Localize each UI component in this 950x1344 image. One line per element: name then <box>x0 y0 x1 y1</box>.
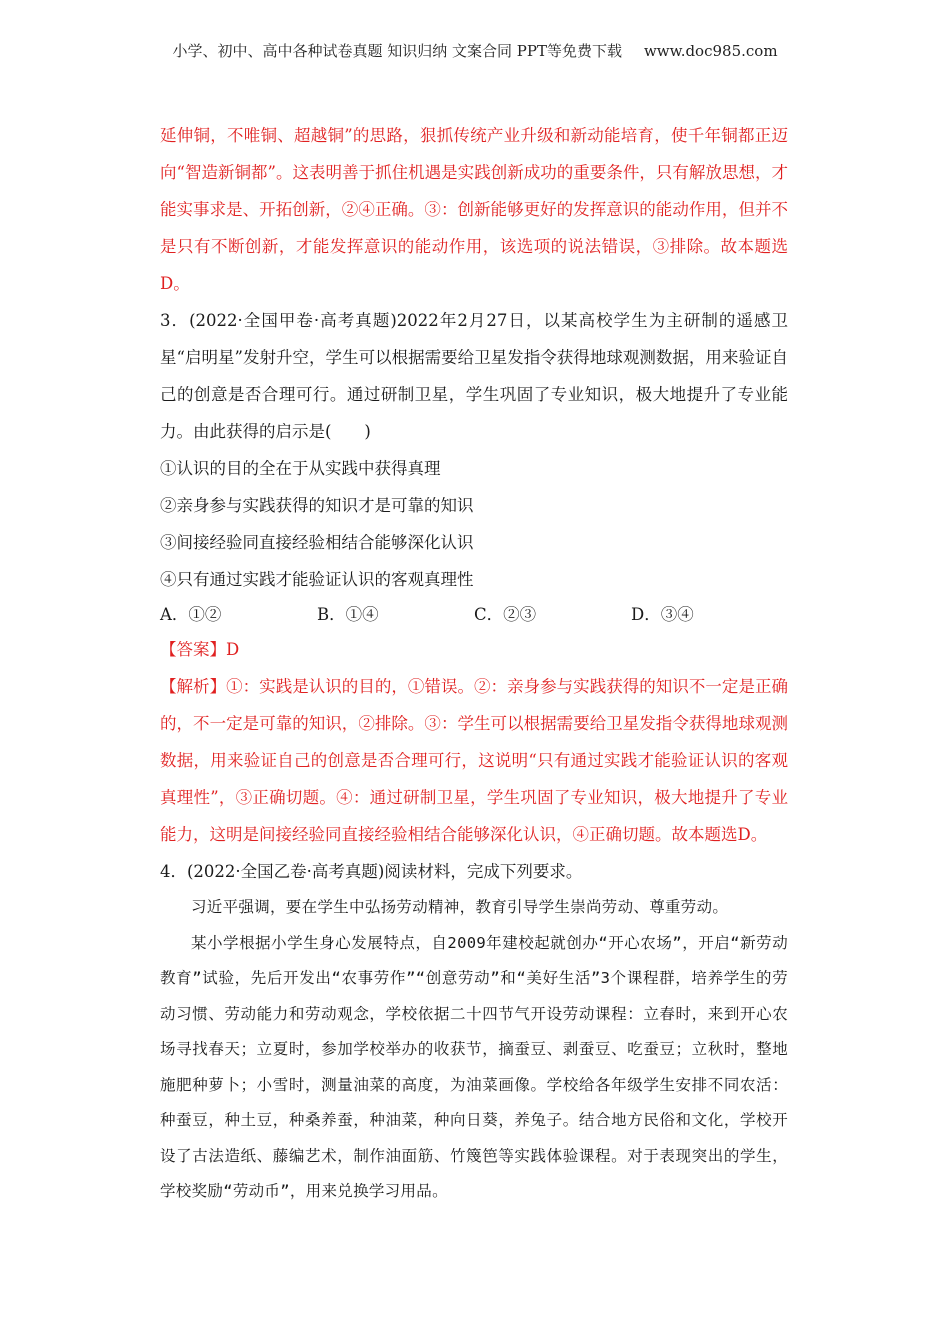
document-body <box>160 117 788 1210</box>
question-3-item-4: ④只有通过实践才能验证认识的客观真理性 <box>160 570 474 589</box>
option-c: C．②③ <box>474 605 537 624</box>
header-text: 小学、初中、高中各种试卷真题 知识归纳 文案合同 PPT等免费下载 <box>172 42 622 60</box>
analysis-label: 【解析】 <box>160 677 227 696</box>
header-website: www.doc985.com <box>643 42 778 60</box>
option-d: D．③④ <box>631 605 694 624</box>
question-3-answer <box>160 631 788 668</box>
question-3-stem: 3．(2022·全国甲卷·高考真题)2022年2月27日，以某高校学生为主研制的遥感卫星“启明星”发射升空，学生可以根据需要给卫星发指令获得地球观测数据，用来验证自己的创意是否合理可行。通过研制卫星，学生巩固了专业知识，极大地提升了专业能力。由此获得的启示是( ) <box>160 311 788 441</box>
answer-label: 【答案】 <box>160 640 226 659</box>
question-4-material-paragraph-1: 习近平强调，要在学生中弘扬劳动精神，教育引导学生崇尚劳动、尊重劳动。 <box>191 898 729 916</box>
question-3-item-3: ③间接经验同直接经验相结合能够深化认识 <box>160 533 474 552</box>
answer-value: D <box>226 640 240 659</box>
question-4-stem: 4．(2022·全国乙卷·高考真题)阅读材料，完成下列要求。 <box>160 862 583 881</box>
previous-question-explanation: 延伸铜，不唯铜、超越铜”的思路，狠抓传统产业升级和新动能培育，使千年铜都正迈向“智造新铜都”。这表明善于抓住机遇是实践创新成功的重要条件，只有解放思想，才能实事求是、开拓创新，②④正确。③：创新能够更好的发挥意识的能动作用，但并不是只有不断创新，才能发挥意识的能动作用，该选项的说法错误，③排除。故本题选D。 <box>160 126 788 293</box>
question-3-item-1: ①认识的目的全在于从实践中获得真理 <box>160 459 441 478</box>
question-3-options <box>160 598 788 631</box>
question-4-material-paragraph-2: 某小学根据小学生身心发展特点，自2009年建校起就创办“开心农场”，开启“新劳动教育”试验，先后开发出“农事劳作”“创意劳动”和“美好生活”3个课程群，培养学生的劳动习惯、劳动能力和劳动观念，学校依据二十四节气开设劳动课程：立春时，来到开心农场寻找春天；立夏时，参加学校举办的收获节，摘蚕豆、剥蚕豆、吃蚕豆；立秋时，整地施肥种萝卜；小雪时，测量油菜的高度，为油菜画像。学校给各年级学生安排不同农活：种蚕豆，种土豆，种桑养蚕，种油菜，种向日葵，养兔子。结合地方民俗和文化，学校开设了古法造纸、藤编艺术，制作油面筋、竹篾笆等实践体验课程。对于表现突出的学生，学校奖励“劳动币”，用来兑换学习用品。 <box>160 933 788 1200</box>
analysis-text: ①：实践是认识的目的，①错误。②：亲身参与实践获得的知识不一定是正确的，不一定是可靠的知识，②排除。③：学生可以根据需要给卫星发指令获得地球观测数据，用来验证自己的创意是否合理可行，这说明“只有通过实践才能验证认识的客观真理性”，③正确切题。④：通过研制卫星，学生巩固了专业知识，极大地提升了专业能力，这明是间接经验同直接经验相结合能够深化认识，④正确切题。故本题选D。 <box>160 677 789 844</box>
option-a: A．①② <box>160 605 222 624</box>
option-b: B．①④ <box>317 605 379 624</box>
question-3-item-2: ②亲身参与实践获得的知识才是可靠的知识 <box>160 496 474 515</box>
question-3-analysis <box>160 668 788 853</box>
page-header <box>0 40 950 61</box>
